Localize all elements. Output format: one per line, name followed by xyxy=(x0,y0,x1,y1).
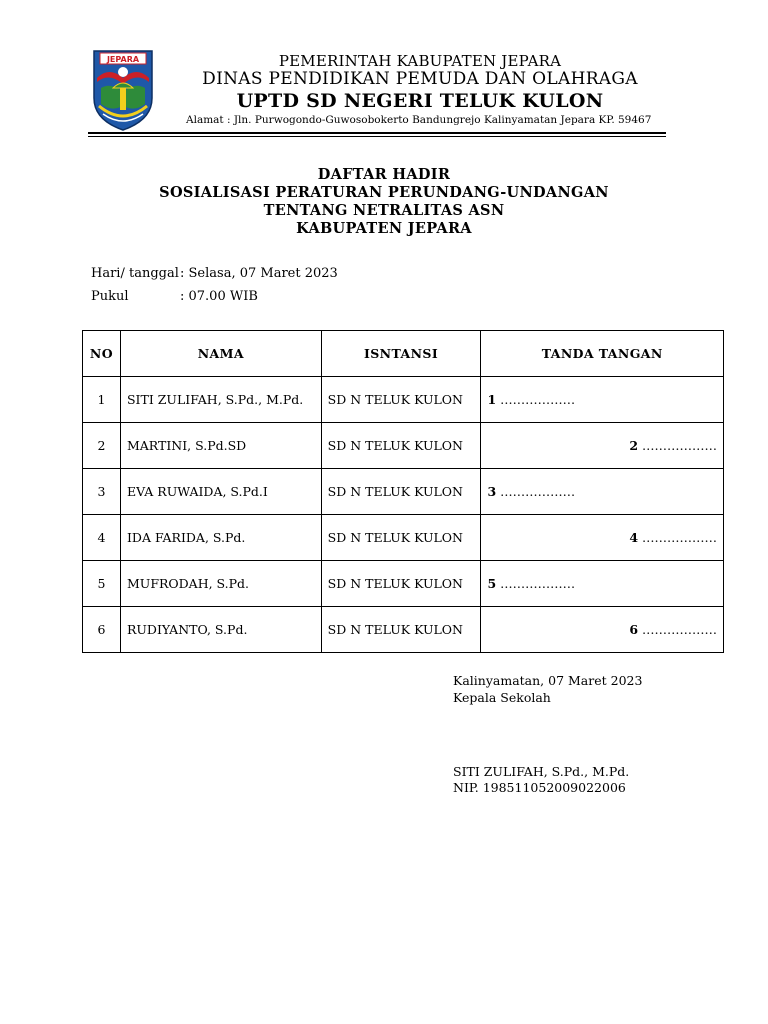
row-no: 1 xyxy=(83,377,121,423)
closing-signatory-name: SITI ZULIFAH, S.Pd., M.Pd. xyxy=(453,764,630,779)
row-instansi: SD N TELUK KULON xyxy=(321,469,481,515)
table-row xyxy=(83,561,724,607)
closing-nip: NIP. 198511052009022006 xyxy=(453,780,626,795)
row-instansi: SD N TELUK KULON xyxy=(321,515,481,561)
signature-dots: ……………… xyxy=(496,576,576,591)
row-instansi: SD N TELUK KULON xyxy=(321,607,481,653)
signature-number: 2 xyxy=(629,438,639,453)
row-signature-line xyxy=(481,423,724,469)
row-no: 3 xyxy=(83,469,121,515)
day-date-value: : Selasa, 07 Maret 2023 xyxy=(180,266,338,281)
signature-dots: ……………… xyxy=(638,438,717,453)
closing-place-date: Kalinyamatan, 07 Maret 2023 xyxy=(453,673,643,688)
letterhead-address: Alamat : Jln. Purwogondo-Guwosobokerto Bandungrejo Kalinyamatan Jepara KP. 59467 xyxy=(186,114,652,126)
table-row xyxy=(83,515,724,561)
row-nama: SITI ZULIFAH, S.Pd., M.Pd. xyxy=(120,377,321,423)
row-no: 2 xyxy=(83,423,121,469)
day-date-label: Hari/ tanggal xyxy=(91,266,179,281)
document-title: DAFTAR HADIR xyxy=(317,166,451,183)
signature-number: 1 xyxy=(487,392,497,407)
row-nama: MARTINI, S.Pd.SD xyxy=(120,423,321,469)
signature-dots: ……………… xyxy=(638,622,717,637)
signature-dots: ……………… xyxy=(496,392,576,407)
logo-label: JEPARA xyxy=(106,55,140,64)
table-row xyxy=(83,377,724,423)
signature-dots: ……………… xyxy=(638,530,717,545)
time-value: : 07.00 WIB xyxy=(180,289,258,304)
row-signature-line xyxy=(481,607,724,653)
time-label: Pukul xyxy=(91,289,129,304)
row-nama: IDA FARIDA, S.Pd. xyxy=(120,515,321,561)
letterhead-government: PEMERINTAH KABUPATEN JEPARA xyxy=(278,52,562,70)
row-no: 6 xyxy=(83,607,121,653)
row-nama: EVA RUWAIDA, S.Pd.I xyxy=(120,469,321,515)
attendance-table xyxy=(82,330,724,653)
letterhead-rule-thick xyxy=(88,132,666,134)
table-row xyxy=(83,607,724,653)
signature-number: 3 xyxy=(487,484,497,499)
row-instansi: SD N TELUK KULON xyxy=(321,561,481,607)
letterhead-department: DINAS PENDIDIKAN PEMUDA DAN OLAHRAGA xyxy=(202,69,638,89)
document-subtitle-1: SOSIALISASI PERATURAN PERUNDANG-UNDANGAN xyxy=(159,184,609,201)
table-header-row xyxy=(83,331,724,377)
row-signature-line xyxy=(481,561,724,607)
closing-position: Kepala Sekolah xyxy=(453,690,551,705)
row-instansi: SD N TELUK KULON xyxy=(321,377,481,423)
letterhead-school-name: UPTD SD NEGERI TELUK KULON xyxy=(236,90,604,112)
signature-dots: ……………… xyxy=(496,484,576,499)
header-no: NO xyxy=(83,331,121,377)
row-instansi: SD N TELUK KULON xyxy=(321,423,481,469)
row-no: 5 xyxy=(83,561,121,607)
header-tanda-tangan: TANDA TANGAN xyxy=(481,331,724,377)
row-nama: MUFRODAH, S.Pd. xyxy=(120,561,321,607)
document-subtitle-2: TENTANG NETRALITAS ASN xyxy=(263,202,505,219)
row-no: 4 xyxy=(83,515,121,561)
row-signature-line xyxy=(481,515,724,561)
signature-number: 5 xyxy=(487,576,497,591)
header-instansi: ISNTANSI xyxy=(321,331,481,377)
signature-number: 4 xyxy=(629,530,639,545)
jepara-regency-emblem-icon xyxy=(91,48,155,132)
row-nama: RUDIYANTO, S.Pd. xyxy=(120,607,321,653)
document-subtitle-3: KABUPATEN JEPARA xyxy=(296,220,472,237)
letterhead-rule-thin xyxy=(88,136,666,137)
row-signature-line xyxy=(481,469,724,515)
table-row xyxy=(83,469,724,515)
header-nama: NAMA xyxy=(120,331,321,377)
table-row xyxy=(83,423,724,469)
signature-number: 6 xyxy=(629,622,639,637)
row-signature-line xyxy=(481,377,724,423)
